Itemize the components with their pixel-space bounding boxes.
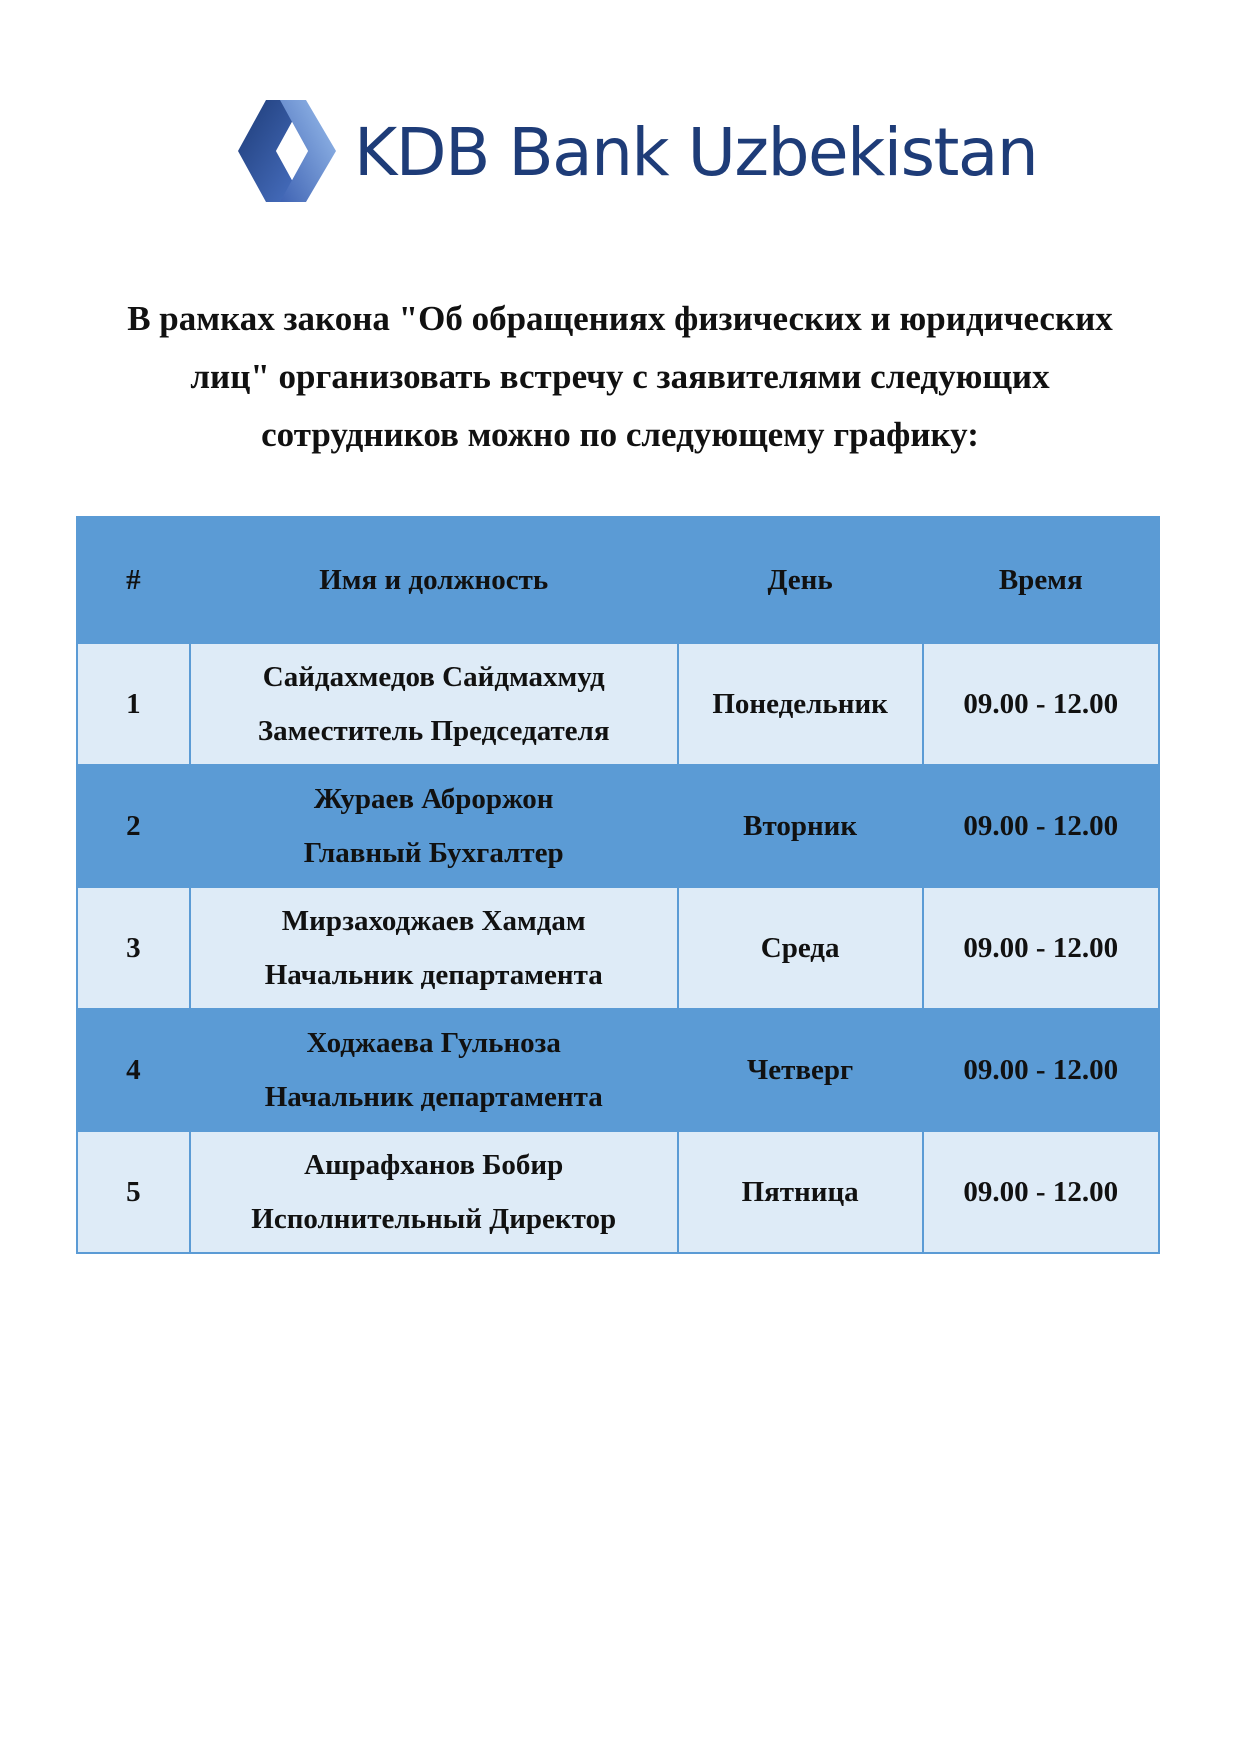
person-name: Мирзаходжаев Хамдам [281, 905, 586, 937]
row-person [190, 1009, 678, 1131]
table-row [77, 1009, 1159, 1131]
kdb-ribbon-logo-icon [236, 98, 340, 204]
table-row [77, 1131, 1159, 1253]
table-row [77, 643, 1159, 765]
intro-text: В рамках закона "Об обращениях физических и юридических лиц" организовать встречу с заявителями следующих сотрудников можно по следующему графику: [127, 299, 1113, 454]
row-day: Среда [678, 887, 923, 1009]
row-day: Пятница [678, 1131, 923, 1253]
row-time: 09.00 - 12.00 [923, 643, 1160, 765]
person-name: Ашрафханов Бобир [304, 1149, 564, 1181]
row-num: 1 [77, 643, 190, 765]
row-person [190, 765, 678, 887]
row-num: 4 [77, 1009, 190, 1131]
header-num: # [77, 517, 190, 643]
row-num: 5 [77, 1131, 190, 1253]
row-person [190, 1131, 678, 1253]
person-position: Заместитель Председателя [257, 715, 610, 747]
table-row [77, 765, 1159, 887]
row-num: 2 [77, 765, 190, 887]
row-day: Четверг [678, 1009, 923, 1131]
row-time: 09.00 - 12.00 [923, 765, 1160, 887]
person-name: Сайдахмедов Сайдмахмуд [262, 661, 605, 693]
person-position: Главный Бухгалтер [303, 837, 564, 869]
row-time: 09.00 - 12.00 [923, 1131, 1160, 1253]
row-person [190, 643, 678, 765]
person-position: Начальник департамента [264, 959, 603, 991]
header-name: Имя и должность [190, 517, 678, 643]
row-day: Вторник [678, 765, 923, 887]
person-name: Жураев Аброржон [313, 783, 554, 815]
row-person [190, 887, 678, 1009]
table-header-row [77, 517, 1159, 643]
row-num: 3 [77, 887, 190, 1009]
header-time: Время [923, 517, 1160, 643]
row-time: 09.00 - 12.00 [923, 1009, 1160, 1131]
bank-name: KDB Bank Uzbekistan [354, 114, 1038, 191]
bank-logo [236, 98, 1038, 208]
header-day: День [678, 517, 923, 643]
table-row [77, 887, 1159, 1009]
person-position: Начальник департамента [264, 1081, 603, 1113]
person-name: Ходжаева Гульноза [306, 1027, 561, 1059]
row-day: Понедельник [678, 643, 923, 765]
row-time: 09.00 - 12.00 [923, 887, 1160, 1009]
person-position: Исполнительный Директор [251, 1203, 617, 1235]
reception-schedule-table [76, 516, 1160, 1254]
